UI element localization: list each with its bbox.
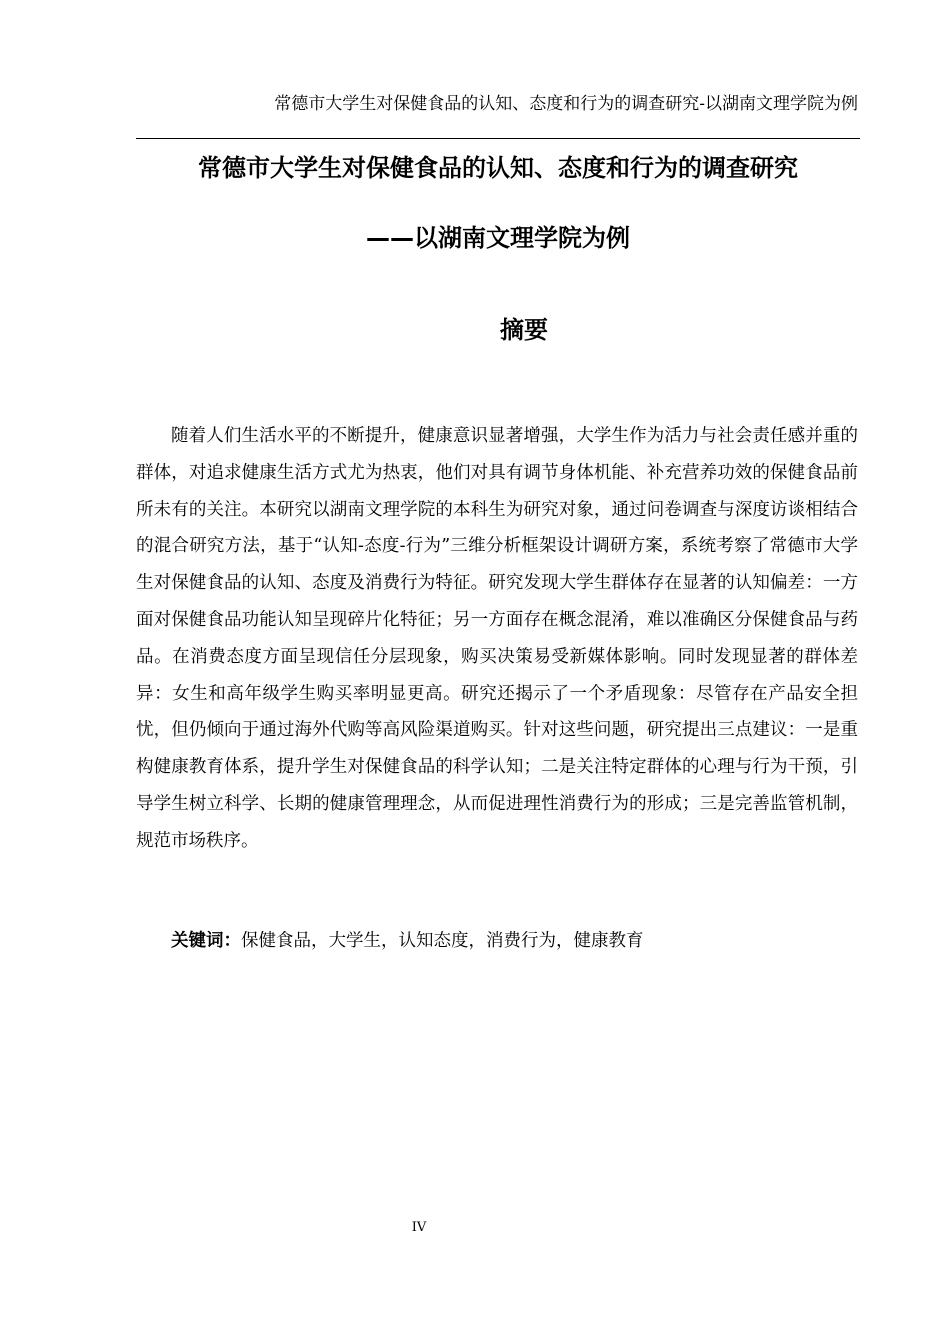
paper-subtitle: ——以湖南文理学院为例	[366, 224, 630, 252]
page-number: IV	[411, 1220, 427, 1235]
running-header: 常德市大学生对保健食品的认知、态度和行为的调查研究-以湖南文理学院为例	[274, 94, 858, 114]
keywords-value: 保健食品，大学生，认知态度，消费行为，健康教育	[241, 931, 644, 951]
abstract-heading: 摘要	[500, 316, 548, 344]
abstract-body: 随着人们生活水平的不断提升，健康意识显著增强，大学生作为活力与社会责任感并重的群体，对追求健康生活方式尤为热衷，他们对具有调节身体机能、补充营养功效的保健食品前所未有的关注。本研究以湖南文理学院的本科生为研究对象，通过问卷调查与深度访谈相结合的混合研究方法，基于“认知-态度-行为”三维分析框架设计调研方案，系统考察了常德市大学生对保健食品的认知、态度及消费行为特征。研究发现大学生群体存在显著的认知偏差：一方面对保健食品功能认知呈现碎片化特征；另一方面存在概念混淆，难以准确区分保健食品与药品。在消费态度方面呈现信任分层现象，购买决策易受新媒体影响。同时发现显著的群体差异：女生和高年级学生购买率明显更高。研究还揭示了一个矛盾现象：尽管存在产品安全担忧，但仍倾向于通过海外代购等高风险渠道购买。针对这些问题，研究提出三点建议：一是重构健康教育体系，提升学生对保健食品的科学认知；二是关注特定群体的心理与行为干预，引导学生树立科学、长期的健康管理理念，从而促进理性消费行为的形成；三是完善监管机制，规范市场秩序。	[136, 426, 858, 851]
keywords-label: 关键词：	[171, 931, 241, 951]
header-divider	[136, 138, 860, 139]
keywords-line	[136, 923, 858, 959]
paper-title: 常德市大学生对保健食品的认知、态度和行为的调查研究	[198, 154, 798, 182]
